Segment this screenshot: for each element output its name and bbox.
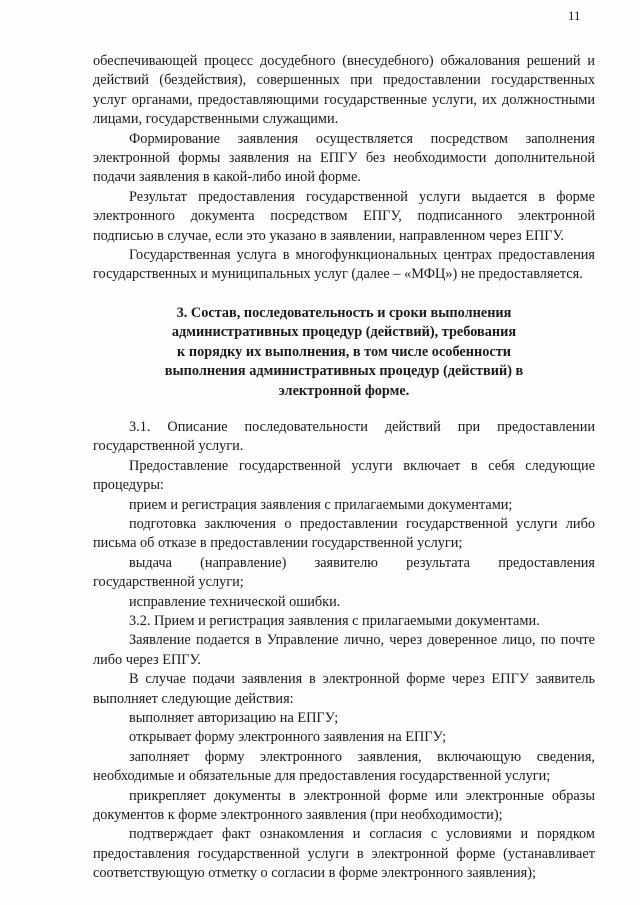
- paragraph: 3.2. Прием и регистрация заявления с прилагаемыми документами.: [129, 612, 540, 629]
- paragraph: 3.1. Описание последовательности действий при предоставлении государственной услуги.: [93, 418, 595, 455]
- section-heading-line: 3. Состав, последовательность и сроки выполнения: [176, 304, 512, 321]
- paragraph: Заявление подается в Управление лично, через доверенное лицо, по почте либо через ЕПГУ.: [93, 632, 595, 668]
- list-item: заполняет форму электронного заявления, включающую сведения, необходимые и обязательные для предоставления государственной услуги;: [93, 748, 595, 785]
- paragraph: Формирование заявления осуществляется посредством заполнения электронной формы заявления на ЕПГУ без необходимости дополнительной подачи заявления в какой-либо иной форме.: [93, 130, 595, 186]
- document-body: [93, 52, 595, 884]
- paragraph: Предоставление государственной услуги включает в себя следующие процедуры:: [93, 457, 595, 494]
- list-item: открывает форму электронного заявления на ЕПГУ;: [129, 729, 447, 746]
- list-item: выдача (направление) заявителю результата предоставления государственной услуги;: [93, 554, 595, 591]
- list-item: подтверждает факт ознакомления и согласия с условиями и порядком предоставления государственной услуги в электронной форме (устанавливает соответствующую отметку о согласии в форме электронного заявления);: [93, 826, 595, 882]
- section-heading-line: административных процедур (действий), требования: [171, 324, 517, 341]
- section-heading: [93, 304, 595, 401]
- list-item: прикрепляет документы в электронной форме или электронные образы документов к форме электронного заявления (при необходимости);: [93, 787, 595, 824]
- paragraph: Государственная услуга в многофункциональных центрах предоставления государственных и муниципальных услуг (далее – «МФЦ») не предоставляется.: [93, 247, 595, 283]
- page-number: 11: [568, 8, 581, 23]
- list-item: выполняет авторизацию на ЕПГУ;: [129, 710, 339, 726]
- section-heading-line: электронной форме.: [278, 382, 410, 399]
- paragraph: обеспечивающей процесс досудебного (внесудебного) обжалования решений и действий (бездействия), совершенных при предоставлении государственных услуг органами, предоставляющими государственные услуги, их должностными лицами, государственными служащими.: [93, 53, 595, 128]
- paragraph: Результат предоставления государственной услуги выдается в форме электронного документа посредством ЕПГУ, подписанного электронной подписью в случае, если это указано в заявлении, направленном через ЕПГУ.: [93, 188, 595, 244]
- section-heading-line: выполнения административных процедур (действий) в: [164, 363, 524, 380]
- section-heading-line: к порядку их выполнения, в том числе особенности: [177, 343, 511, 360]
- list-item: исправление технической ошибки.: [129, 593, 341, 610]
- list-item: прием и регистрация заявления с прилагаемыми документами;: [129, 496, 513, 513]
- list-item: подготовка заключения о предоставлении государственной услуги либо письма об отказе в предоставлении государственной услуги;: [93, 515, 595, 552]
- paragraph: В случае подачи заявления в электронной форме через ЕПГУ заявитель выполняет следующие действия:: [93, 671, 595, 707]
